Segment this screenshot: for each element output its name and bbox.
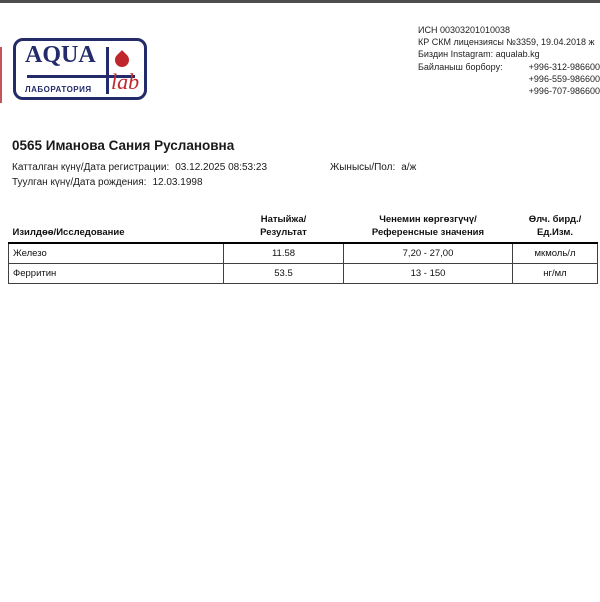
result-cell: 53.5 — [224, 263, 344, 283]
column-header-result: Натыйжа/ Результат — [224, 213, 344, 243]
test-name-cell: Ферритин — [9, 263, 224, 283]
reference-cell: 13 - 150 — [344, 263, 513, 283]
birth-date-value: 12.03.1998 — [152, 177, 203, 188]
sex-line — [330, 162, 416, 173]
column-header-test: Изилдөө/Исследование — [9, 213, 224, 243]
birth-date-line — [12, 177, 203, 188]
instagram-line: Биздин Instagram: aqualab.kg — [418, 49, 540, 60]
aqualab-logo — [13, 38, 147, 100]
registration-date-line — [12, 162, 267, 173]
clinic-info-block — [418, 24, 600, 97]
logo-vertical-line — [106, 47, 109, 94]
sex-value: а/ж — [401, 162, 417, 173]
logo-lab-text: lab — [111, 69, 140, 94]
table-row — [9, 243, 598, 263]
birth-date-label: Туулган күнү/Дата рождения: — [12, 177, 147, 188]
registration-date-label: Катталган күнү/Дата регистрации: — [12, 162, 170, 173]
left-edge-stripe — [0, 47, 2, 103]
blood-drop-icon — [112, 50, 132, 70]
license-line: КР СКМ лицензиясы №3359, 19.04.2018 ж — [418, 37, 595, 48]
phone-number: +996-312-986600 — [528, 61, 600, 72]
column-header-reference: Ченемин көргөзгүчү/ Референсные значения — [344, 213, 513, 243]
phone-number: +996-559-986600 — [528, 73, 600, 84]
phone-number: +996-707-986600 — [528, 86, 600, 97]
units-cell: нг/мл — [513, 263, 598, 283]
registration-date-value: 03.12.2025 08:53:23 — [175, 162, 268, 173]
test-name-cell: Железо — [9, 243, 224, 263]
result-cell: 11.58 — [224, 243, 344, 263]
contact-center-label: Байланыш борбору: — [418, 61, 503, 72]
logo-laboratoriya-text: ЛАБОРАТОРИЯ — [25, 85, 92, 94]
results-table-container — [8, 213, 598, 284]
reference-cell: 7,20 - 27,00 — [344, 243, 513, 263]
sex-label: Жынысы/Пол: — [330, 162, 396, 173]
units-cell: мкмоль/л — [513, 243, 598, 263]
patient-name: 0565 Иманова Сания Руслановна — [12, 138, 235, 153]
table-row — [9, 263, 598, 283]
logo-aqua-text: AQUA — [25, 42, 96, 68]
column-header-units: Өлч. бирд./ Ед.Изм. — [513, 213, 598, 243]
isn-number: ИСН 00303201010038 — [418, 25, 511, 35]
table-header-row — [9, 213, 598, 243]
results-table — [8, 213, 598, 284]
top-window-edge-bar — [0, 0, 600, 3]
